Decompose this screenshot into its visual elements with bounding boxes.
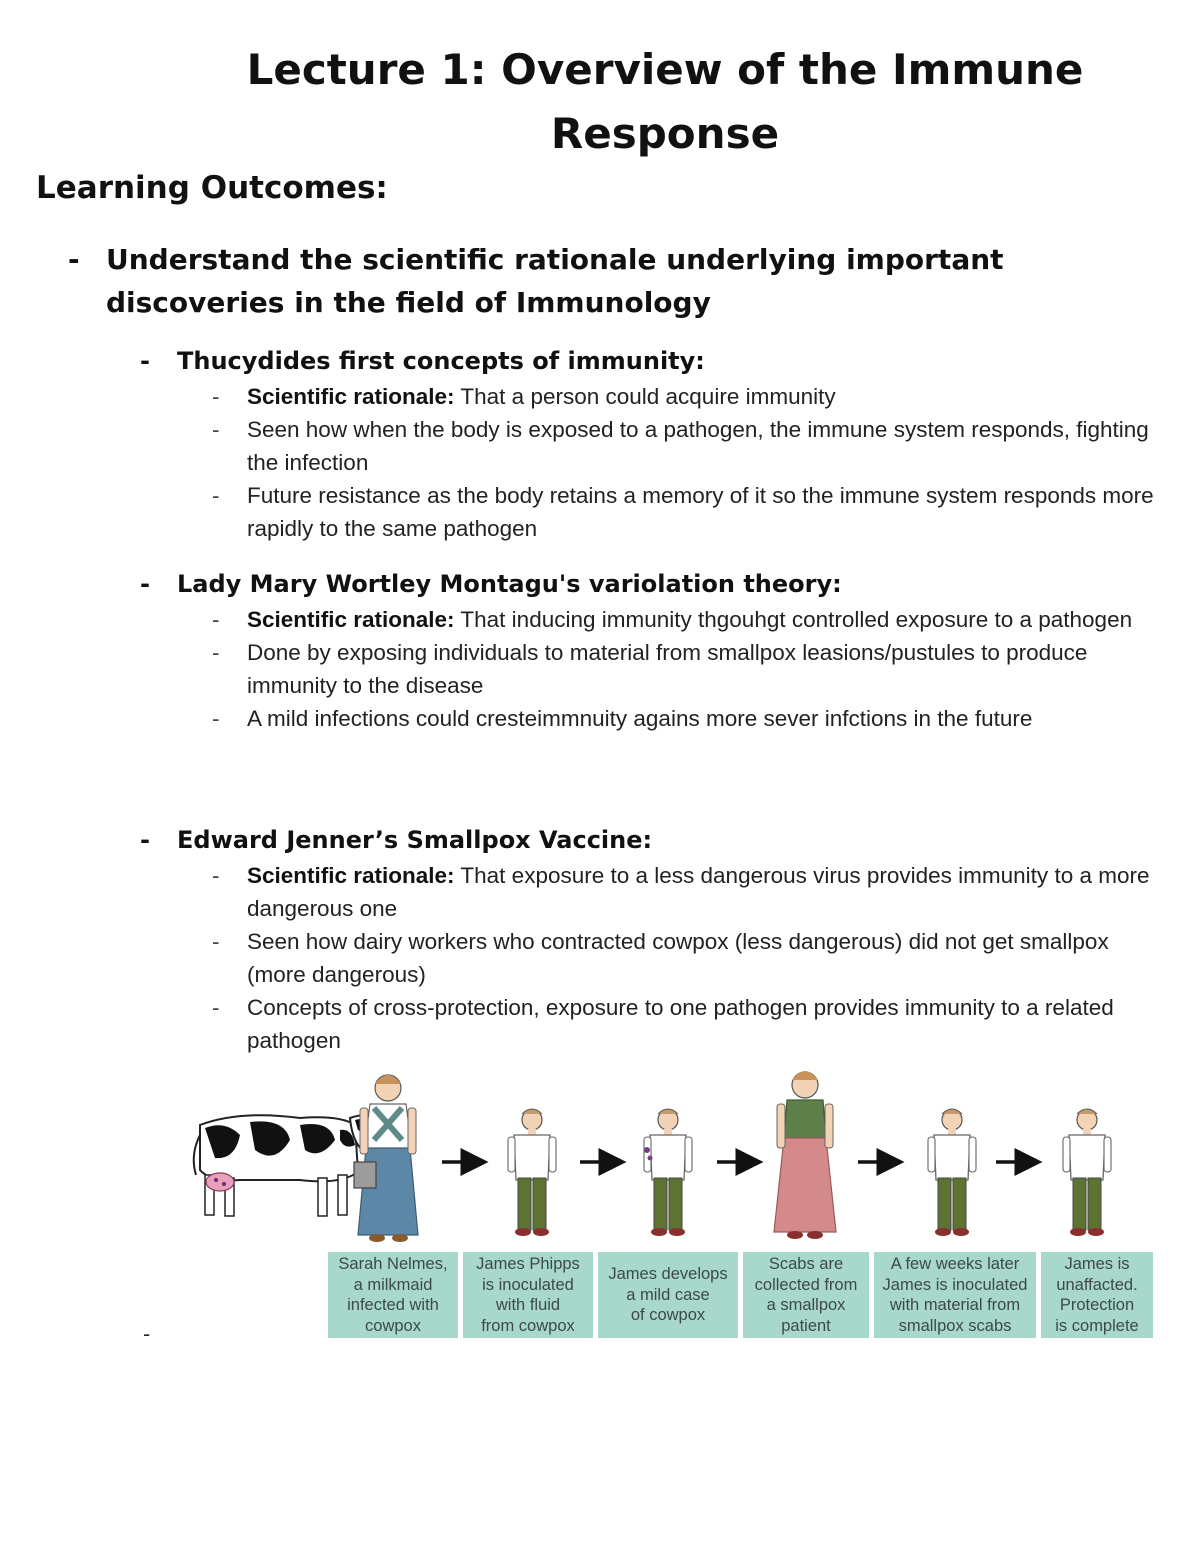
- item-bullet: -: [212, 384, 220, 409]
- trailing-bullet: -: [143, 1322, 151, 1346]
- diagram-caption: James Phipps is inoculated with fluid from cowpox: [463, 1252, 593, 1338]
- item-text: That inducing immunity thgouhgt controlled exposure to a pathogen: [454, 607, 1133, 632]
- item-bullet: -: [212, 640, 220, 665]
- item-bullet: -: [212, 929, 220, 954]
- learning-outcomes-heading: Learning Outcomes:: [36, 170, 388, 206]
- item-bold-label: Scientific rationale:: [247, 384, 455, 409]
- item-text: Seen how dairy workers who contracted cowpox (less dangerous) did not get smallpox (more dangerous): [247, 929, 1109, 987]
- item-text: That a person could acquire immunity: [454, 384, 836, 409]
- item-text: Seen how when the body is exposed to a pathogen, the immune system responds, fighting the infection: [247, 417, 1149, 475]
- item-text: Future resistance as the body retains a memory of it so the immune system responds more rapidly to the same pathogen: [247, 483, 1154, 541]
- item-bullet: -: [212, 607, 220, 632]
- boy-icon: [644, 1109, 692, 1236]
- diagram-caption: James develops a mild case of cowpox: [598, 1252, 738, 1338]
- milkmaid-icon: [354, 1075, 418, 1242]
- section-heading-text: Lady Mary Wortley Montagu's variolation theory:: [177, 570, 842, 598]
- item-bold-label: Scientific rationale:: [247, 863, 455, 888]
- outcome-bullet: -: [68, 243, 80, 276]
- woman-icon: [774, 1071, 836, 1239]
- page-title: Lecture 1: Overview of the Immune Response: [246, 45, 1084, 158]
- diagram-caption: James is unaffacted. Protection is complete: [1041, 1252, 1153, 1338]
- boy-icon: [508, 1109, 556, 1236]
- boy-icon: [1063, 1109, 1111, 1236]
- section-bullet: -: [140, 570, 150, 598]
- diagram-caption: Scabs are collected from a smallpox patient: [743, 1252, 869, 1338]
- boy-icon: [928, 1109, 976, 1236]
- diagram-caption: A few weeks later James is inoculated with material from smallpox scabs: [874, 1252, 1036, 1338]
- diagram-caption: Sarah Nelmes, a milkmaid infected with cowpox: [328, 1252, 458, 1338]
- section-bullet: -: [140, 347, 150, 375]
- item-bullet: -: [212, 706, 220, 731]
- item-text: A mild infections could cresteimmnuity agains more sever infctions in the future: [247, 706, 1033, 731]
- item-bullet: -: [212, 995, 220, 1020]
- item-text: That exposure to a less dangerous virus provides immunity to a more dangerous one: [247, 863, 1150, 921]
- section-heading-text: Thucydides first concepts of immunity:: [177, 347, 705, 375]
- item-text: Concepts of cross-protection, exposure to one pathogen provides immunity to a related pathogen: [247, 995, 1114, 1053]
- section-bullet: -: [140, 826, 150, 854]
- section-heading-text: Edward Jenner’s Smallpox Vaccine:: [177, 826, 653, 854]
- item-bullet: -: [212, 417, 220, 442]
- item-bullet: -: [212, 483, 220, 508]
- item-bold-label: Scientific rationale:: [247, 607, 455, 632]
- item-text: Done by exposing individuals to material from smallpox leasions/pustules to produce immunity to the disease: [247, 640, 1088, 698]
- item-bullet: -: [212, 863, 220, 888]
- outcome-text: Understand the scientific rationale underlying important discoveries in the field of Immunology: [106, 243, 1004, 319]
